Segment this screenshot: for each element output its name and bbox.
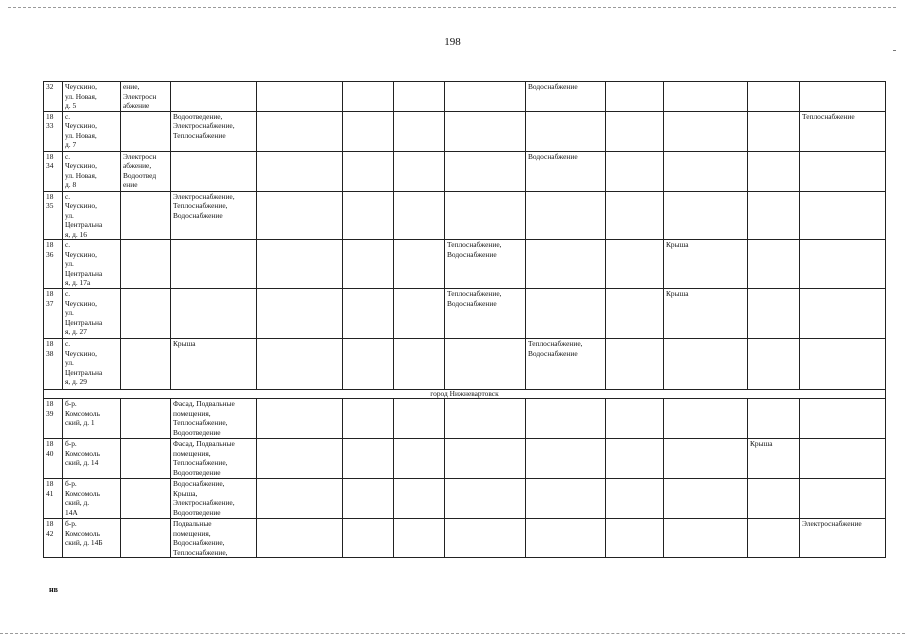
col-5-cell <box>343 111 394 151</box>
col-8-cell <box>526 111 606 151</box>
city-section-row <box>44 390 886 399</box>
col-4-cell <box>257 240 343 289</box>
col-8-cell: Водоснабжение <box>526 151 606 191</box>
table-row <box>44 82 886 112</box>
col-6-cell <box>394 111 445 151</box>
col-8-cell <box>526 439 606 479</box>
col-11-cell <box>748 111 800 151</box>
col-4-cell <box>257 519 343 558</box>
col-7-cell <box>445 479 526 519</box>
col-4-cell <box>257 439 343 479</box>
col-4-cell <box>257 191 343 240</box>
col-12-cell: Электроснабжение <box>800 519 886 558</box>
col-6-cell <box>394 439 445 479</box>
col-5-cell <box>343 479 394 519</box>
table-body <box>44 82 886 558</box>
col-2-cell <box>121 439 171 479</box>
col-10-cell <box>664 439 748 479</box>
col-9-cell <box>606 439 664 479</box>
margin-mark <box>893 50 896 51</box>
col-4-cell <box>257 111 343 151</box>
col-10-cell <box>664 191 748 240</box>
repair-schedule-table <box>43 81 886 558</box>
col-6-cell <box>394 519 445 558</box>
col-9-cell <box>606 519 664 558</box>
col-8-cell <box>526 191 606 240</box>
col-6-cell <box>394 82 445 112</box>
address-cell: б-р. Комсомоль ский, д. 14Б <box>63 519 121 558</box>
table-row <box>44 111 886 151</box>
col-7-cell <box>445 519 526 558</box>
col-7-cell <box>445 399 526 439</box>
row-number: 18 41 <box>44 479 63 519</box>
col-12-cell <box>800 339 886 390</box>
col-7-cell <box>445 439 526 479</box>
col-12-cell <box>800 82 886 112</box>
address-cell: Чеускино, ул. Новая, д. 5 <box>63 82 121 112</box>
row-number: 18 40 <box>44 439 63 479</box>
col-2-cell <box>121 111 171 151</box>
col-10-cell <box>664 479 748 519</box>
col-7-cell <box>445 111 526 151</box>
col-11-cell <box>748 399 800 439</box>
col-2-cell <box>121 479 171 519</box>
address-cell: с. Чеускино, ул. Центральна я, д. 27 <box>63 289 121 339</box>
col-5-cell <box>343 289 394 339</box>
col-10-cell <box>664 111 748 151</box>
address-cell: с. Чеускино, ул. Новая, д. 7 <box>63 111 121 151</box>
col-4-cell <box>257 151 343 191</box>
col-7-cell <box>445 339 526 390</box>
row-number: 18 36 <box>44 240 63 289</box>
col-10-cell <box>664 339 748 390</box>
col-7-cell <box>445 82 526 112</box>
address-cell: с. Чеускино, ул. Центральна я, д. 29 <box>63 339 121 390</box>
col-3-cell: Фасад, Подвальные помещения, Теплоснабжение, Водоотведение <box>171 439 257 479</box>
col-7-cell: Теплоснабжение, Водоснабжение <box>445 240 526 289</box>
col-8-cell <box>526 479 606 519</box>
table-row <box>44 519 886 558</box>
col-2-cell: ение, Электросн абжение <box>121 82 171 112</box>
bottom-scan-rule <box>0 633 905 634</box>
col-10-cell <box>664 399 748 439</box>
col-10-cell <box>664 151 748 191</box>
col-2-cell <box>121 339 171 390</box>
col-3-cell: Подвальные помещения, Водоснабжение, Теплоснабжение, <box>171 519 257 558</box>
col-5-cell <box>343 439 394 479</box>
col-12-cell: Теплоснабжение <box>800 111 886 151</box>
col-4-cell <box>257 289 343 339</box>
col-5-cell <box>343 191 394 240</box>
row-number: 18 37 <box>44 289 63 339</box>
col-5-cell <box>343 399 394 439</box>
col-9-cell <box>606 339 664 390</box>
col-11-cell <box>748 240 800 289</box>
col-2-cell <box>121 289 171 339</box>
col-11-cell <box>748 519 800 558</box>
col-6-cell <box>394 339 445 390</box>
col-9-cell <box>606 82 664 112</box>
col-4-cell <box>257 399 343 439</box>
address-cell: б-р. Комсомоль ский, д. 14А <box>63 479 121 519</box>
col-8-cell <box>526 240 606 289</box>
col-2-cell: Электросн абжение, Водоотвед ение <box>121 151 171 191</box>
col-4-cell <box>257 339 343 390</box>
col-9-cell <box>606 151 664 191</box>
row-number: 18 38 <box>44 339 63 390</box>
col-5-cell <box>343 339 394 390</box>
row-number: 18 33 <box>44 111 63 151</box>
row-number: 18 39 <box>44 399 63 439</box>
col-8-cell <box>526 519 606 558</box>
col-9-cell <box>606 111 664 151</box>
col-9-cell <box>606 289 664 339</box>
address-cell: с. Чеускино, ул. Центральна я, д. 16 <box>63 191 121 240</box>
col-9-cell <box>606 479 664 519</box>
col-5-cell <box>343 82 394 112</box>
col-8-cell <box>526 289 606 339</box>
col-9-cell <box>606 399 664 439</box>
table-row <box>44 479 886 519</box>
col-10-cell: Крыша <box>664 289 748 339</box>
col-2-cell <box>121 519 171 558</box>
row-number: 18 35 <box>44 191 63 240</box>
col-6-cell <box>394 399 445 439</box>
col-5-cell <box>343 519 394 558</box>
col-11-cell <box>748 191 800 240</box>
col-12-cell <box>800 439 886 479</box>
table-row <box>44 439 886 479</box>
col-3-cell <box>171 151 257 191</box>
col-6-cell <box>394 289 445 339</box>
col-6-cell <box>394 479 445 519</box>
table-row <box>44 339 886 390</box>
col-5-cell <box>343 151 394 191</box>
col-12-cell <box>800 191 886 240</box>
col-11-cell <box>748 339 800 390</box>
col-11-cell: Крыша <box>748 439 800 479</box>
col-3-cell: Водоснабжение, Крыша, Электроснабжение, Водоотведение <box>171 479 257 519</box>
col-10-cell <box>664 82 748 112</box>
col-12-cell <box>800 289 886 339</box>
col-9-cell <box>606 240 664 289</box>
col-6-cell <box>394 151 445 191</box>
table-row <box>44 289 886 339</box>
page-number: 198 <box>444 36 461 48</box>
col-3-cell: Фасад, Подвальные помещения, Теплоснабжение, Водоотведение <box>171 399 257 439</box>
city-section-label: город Нижневартовск <box>44 390 886 399</box>
col-3-cell <box>171 82 257 112</box>
row-number: 32 <box>44 82 63 112</box>
col-3-cell <box>171 289 257 339</box>
col-6-cell <box>394 191 445 240</box>
col-3-cell <box>171 240 257 289</box>
table-row <box>44 151 886 191</box>
row-number: 18 42 <box>44 519 63 558</box>
col-9-cell <box>606 191 664 240</box>
address-cell: б-р. Комсомоль ский, д. 1 <box>63 399 121 439</box>
address-cell: с. Чеускино, ул. Центральна я, д. 17а <box>63 240 121 289</box>
col-10-cell: Крыша <box>664 240 748 289</box>
col-12-cell <box>800 479 886 519</box>
col-7-cell <box>445 191 526 240</box>
col-11-cell <box>748 289 800 339</box>
col-12-cell <box>800 240 886 289</box>
table-row <box>44 240 886 289</box>
col-11-cell <box>748 82 800 112</box>
col-3-cell: Водоотведение, Электроснабжение, Теплоснабжение <box>171 111 257 151</box>
col-8-cell: Водоснабжение <box>526 82 606 112</box>
col-12-cell <box>800 399 886 439</box>
col-7-cell: Теплоснабжение, Водоснабжение <box>445 289 526 339</box>
table-row <box>44 399 886 439</box>
col-11-cell <box>748 151 800 191</box>
top-scan-rule <box>8 7 896 8</box>
col-8-cell <box>526 399 606 439</box>
col-4-cell <box>257 82 343 112</box>
address-cell: с. Чеускино, ул. Новая, д. 8 <box>63 151 121 191</box>
footer-code: нв <box>49 585 58 594</box>
table-row <box>44 191 886 240</box>
col-7-cell <box>445 151 526 191</box>
col-2-cell <box>121 399 171 439</box>
col-3-cell: Крыша <box>171 339 257 390</box>
col-5-cell <box>343 240 394 289</box>
address-cell: б-р. Комсомоль ский, д. 14 <box>63 439 121 479</box>
col-12-cell <box>800 151 886 191</box>
col-4-cell <box>257 479 343 519</box>
col-10-cell <box>664 519 748 558</box>
col-2-cell <box>121 191 171 240</box>
col-3-cell: Электроснабжение, Теплоснабжение, Водоснабжение <box>171 191 257 240</box>
row-number: 18 34 <box>44 151 63 191</box>
col-11-cell <box>748 479 800 519</box>
col-2-cell <box>121 240 171 289</box>
col-8-cell: Теплоснабжение, Водоснабжение <box>526 339 606 390</box>
col-6-cell <box>394 240 445 289</box>
